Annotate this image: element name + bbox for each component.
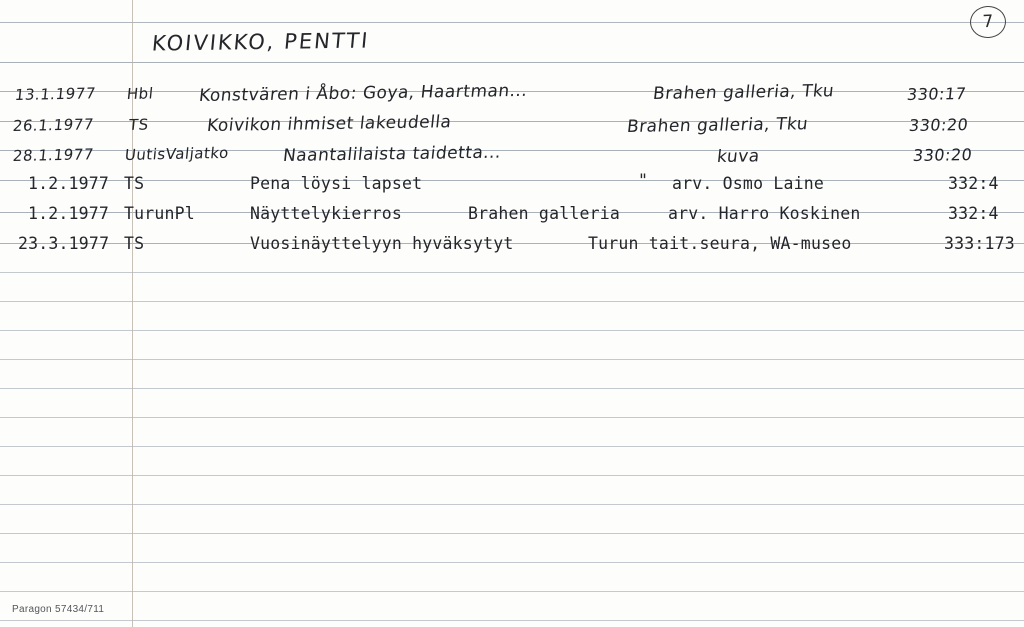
entry-date: 1.2.1977 (28, 174, 110, 193)
rule-line (0, 591, 1024, 592)
entry-title: Pena löysi lapset (250, 174, 423, 193)
rule-line (0, 121, 1024, 122)
rule-line (0, 446, 1024, 447)
entry-source: TurunPl (124, 204, 195, 223)
rule-line (0, 272, 1024, 273)
entry-source: TS (128, 115, 150, 134)
entry-ref: 330:20 (908, 115, 970, 135)
entry-source: TS (124, 234, 145, 253)
entry-date: 28.1.1977 (12, 145, 95, 165)
entry-venue: kuva (716, 146, 761, 167)
entry-date: 26.1.1977 (12, 115, 95, 135)
rule-line (0, 301, 1024, 302)
entry-source: UutisValjatko (124, 143, 230, 164)
entry-title: Konstvären i Åbo: Goya, Haartman... (198, 80, 529, 106)
rule-line (0, 504, 1024, 505)
entry-venue: Brahen galleria, Tku (626, 114, 810, 137)
entry-date: 23.3.1977 (18, 234, 110, 253)
entry-ref: 333:173 (944, 234, 1015, 253)
entry-venue-ditto: " (638, 171, 649, 190)
entry-date: 1.2.1977 (28, 204, 110, 223)
card-top-edge (0, 22, 1024, 23)
rule-line (0, 359, 1024, 360)
entry-venue: Brahen galleria, Tku (652, 81, 836, 104)
entry-ref: 332:4 (948, 204, 999, 223)
entry-ref: 330:20 (912, 145, 974, 165)
entry-title: Näyttelykierros (250, 204, 403, 223)
card-imprint: Paragon 57434/711 (12, 604, 105, 615)
rule-line (0, 417, 1024, 418)
entry-title: Vuosinäyttelyyn hyväksytyt (250, 234, 514, 253)
rule-line (0, 562, 1024, 563)
card-headline: KOIVIKKO, PENTTI (150, 28, 371, 56)
entry-title: Koivikon ihmiset lakeudella (206, 112, 453, 136)
rule-line (0, 62, 1024, 63)
rule-line (0, 620, 1024, 621)
entry-ref: 330:17 (906, 84, 968, 104)
entry-source: TS (124, 174, 145, 193)
rule-line (0, 533, 1024, 534)
entry-venue: Brahen galleria (468, 204, 621, 223)
entry-note: arv. Harro Koskinen (668, 204, 861, 223)
rule-line (0, 388, 1024, 389)
entry-title: Naantalilaista taidetta... (282, 142, 503, 166)
entry-venue: Turun tait.seura, WA-museo (588, 234, 852, 253)
entry-source: Hbl (126, 84, 155, 103)
rule-line (0, 180, 1024, 181)
rule-line (0, 330, 1024, 331)
page-number-badge: 7 (969, 5, 1007, 39)
rule-line (0, 475, 1024, 476)
entry-ref: 332:4 (948, 174, 999, 193)
entry-date: 13.1.1977 (14, 84, 97, 104)
entry-note: arv. Osmo Laine (672, 174, 825, 193)
